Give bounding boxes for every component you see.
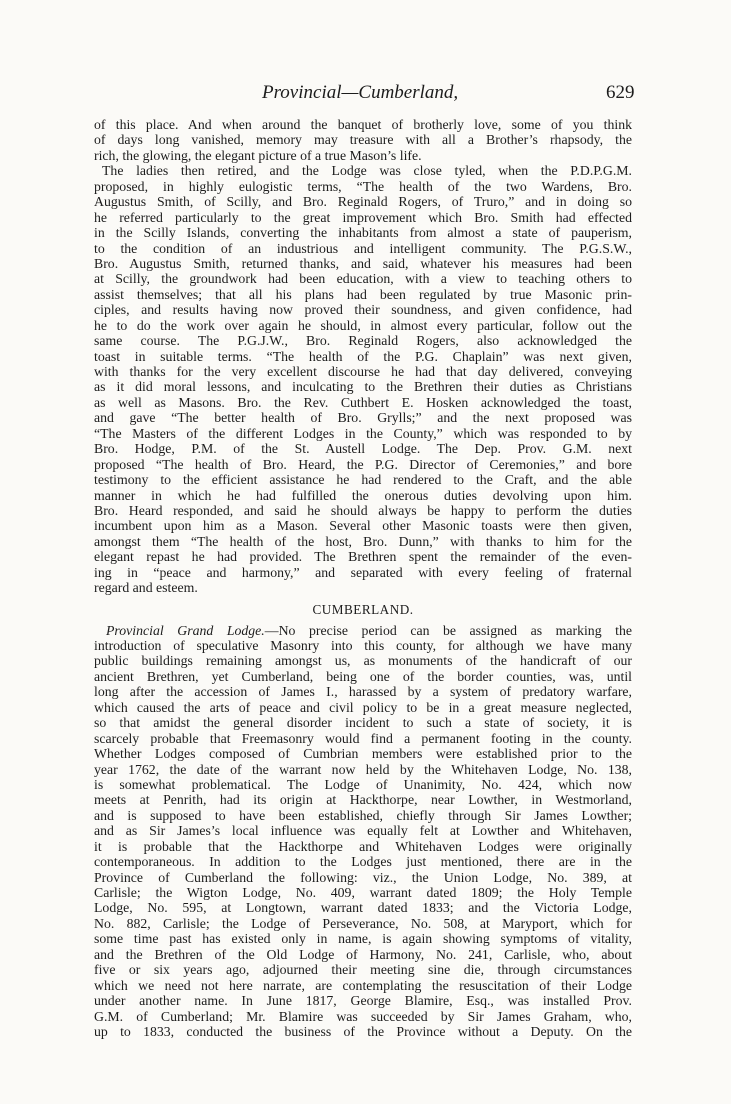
text-line: elegant repast he had provided. The Brethren spent the remainder of the even- (94, 549, 632, 565)
text-line: public buildings remaining amongst us, as monuments of the handicraft of our (94, 653, 632, 669)
text-line: with thanks for the very excellent discourse he had that day delivered, conveying (94, 364, 632, 379)
text-line: assist themselves; that all his plans had been regulated by true Masonic prin- (94, 286, 632, 302)
text-line: ing in “peace and harmony,” and separated with every feeling of fraternal (94, 564, 632, 580)
lead-text: —No precise period can be assigned as marking the (264, 622, 632, 638)
text-line: Lodge, No. 595, at Longtown, warrant dated 1833; and the Victoria Lodge, (94, 900, 632, 916)
text-line: of days long vanished, memory may treasure with all a Brother’s rhapsody, the (94, 132, 632, 148)
text-line: five or six years ago, adjourned their meeting sine die, through circumstances (94, 962, 632, 978)
text-line: rich, the glowing, the elegant picture of a true Mason’s life. (94, 147, 422, 163)
text-line: under another name. In June 1817, George Blamire, Esq., was installed Prov. (94, 993, 632, 1009)
text-line: regard and esteem. (94, 580, 198, 596)
text-line: incumbent upon him as a Mason. Several other Masonic toasts were then given, (94, 518, 632, 534)
section-cumberland (94, 623, 632, 1040)
text-line: No. 882, Carlisle; the Lodge of Perseverance, No. 508, at Maryport, which for (94, 915, 632, 931)
text-line: and the Brethren of the Old Lodge of Harmony, No. 241, Carlisle, who, about (94, 946, 632, 962)
text-line: scarcely probable that Freemasonry would find a permanent footing in the county. (94, 730, 632, 746)
text-line: so that amidst the general disorder incident to such a state of society, it is (94, 715, 632, 731)
text-line: proposed, in highly eulogistic terms, “The health of the two Wardens, Bro. (94, 178, 632, 194)
section-heading: CUMBERLAND. (312, 601, 414, 617)
text-line: Province of Cumberland the following: viz., the Union Lodge, No. 389, at (94, 869, 632, 885)
text-line: Augustus Smith, of Scilly, and Bro. Reginald Rogers, of Truro,” and in doing so (94, 194, 632, 210)
text-line: as it did moral lessons, and inculcating to the Brethren their duties as Christians (94, 379, 632, 395)
text-line: ancient Brethren, yet Cumberland, being one of the border counties, was, until (94, 668, 632, 684)
page-body (94, 117, 632, 1039)
text-line: to the condition of an industrious and intelligent community. The P.G.S.W., (94, 240, 632, 256)
text-line: is somewhat problematical. The Lodge of Unanimity, No. 424, which now (94, 776, 632, 792)
text-line: ciples, and results having now proved their soundness, and given confidence, had (94, 302, 632, 318)
text-line: G.M. of Cumberland; Mr. Blamire was succeeded by Sir James Graham, who, (94, 1008, 632, 1024)
text-line: which caused the arts of peace and civil policy to be in a great measure neglected, (94, 699, 632, 715)
text-line: long after the accession of James I., harassed by a system of predatory warfare, (94, 684, 632, 700)
text-line: as well as Masons. Bro. the Rev. Cuthbert E. Hosken acknowledged the toast, (94, 394, 632, 410)
text-line: in the Scilly Islands, converting the inhabitants from almost a state of pauperism, (94, 225, 632, 241)
lead-italic: Provincial Grand Lodge. (106, 622, 265, 638)
text-line: contemporaneous. In addition to the Lodges just mentioned, there are in the (94, 854, 632, 870)
text-line: and as Sir James’s local influence was equally felt at Lowther and Whitehaven, (94, 823, 632, 839)
text-line: same course. The P.G.J.W., Bro. Reginald Rogers, also acknowledged the (94, 333, 632, 349)
text-line: at Scilly, the groundwork had been education, with a view to teaching others to (94, 271, 632, 287)
text-line: amongst them “The health of the host, Bro. Dunn,” with thanks to him for the (94, 533, 632, 549)
text-line: Carlisle; the Wigton Lodge, No. 409, warrant dated 1809; the Holy Temple (94, 885, 632, 900)
section-cornwall-continuation (94, 117, 632, 596)
text-line: testimony to the efficient assistance he had rendered to the Craft, and the able (94, 472, 632, 488)
text-line: he referred particularly to the great improvement which Bro. Smith had effected (94, 209, 632, 225)
page-number: 629 (606, 82, 635, 103)
text-line: meets at Penrith, had its origin at Hackthorpe, near Lowther, in Westmorland, (94, 792, 632, 808)
text-line: of this place. And when around the banquet of brotherly love, some of you think (94, 117, 632, 132)
text-line: manner in which he had fulfilled the onerous duties devolving upon him. (94, 487, 632, 503)
text-line: some time past has existed only in name, is again showing symptoms of vitality, (94, 931, 632, 947)
text-line: Whether Lodges composed of Cumbrian members were established prior to the (94, 746, 632, 762)
text-line: it is probable that the Hackthorpe and Whitehaven Lodges were originally (94, 838, 632, 854)
running-head: Provincial—Cumberland, (262, 82, 459, 103)
text-line: proposed “The health of Bro. Heard, the P.G. Director of Ceremonies,” and bore (94, 456, 632, 472)
text-line: up to 1833, conducted the business of the Province without a Deputy. On the (94, 1023, 632, 1039)
text-line: Bro. Hodge, P.M. of the St. Austell Lodge. The Dep. Prov. G.M. next (94, 441, 632, 457)
page-header (0, 82, 731, 106)
text-line: toast in suitable terms. “The health of the P.G. Chaplain” was next given, (94, 348, 632, 364)
text-line: “The Masters of the different Lodges in the County,” which was responded to by (94, 425, 632, 441)
text-line: he to do the work over again he should, in almost every particular, follow out the (94, 317, 632, 333)
text-line: which we need not here narrate, are contemplating the resuscitation of their Lodge (94, 977, 632, 993)
text-line: and gave “The better health of Bro. Grylls;” and the next proposed was (94, 410, 632, 426)
text-line: The ladies then retired, and the Lodge was close tyled, when the P.D.P.G.M. (102, 163, 632, 179)
text-line: introduction of speculative Masonry into this county, for although we have many (94, 638, 632, 653)
text-line: Bro. Augustus Smith, returned thanks, and said, whatever his measures had been (94, 255, 632, 271)
text-line: and is supposed to have been established, chiefly through Sir James Lowther; (94, 807, 632, 823)
text-line: year 1762, the date of the warrant now held by the Whitehaven Lodge, No. 138, (94, 761, 632, 777)
text-line (94, 623, 632, 638)
text-line: Bro. Heard responded, and said he should always be happy to perform the duties (94, 502, 632, 518)
